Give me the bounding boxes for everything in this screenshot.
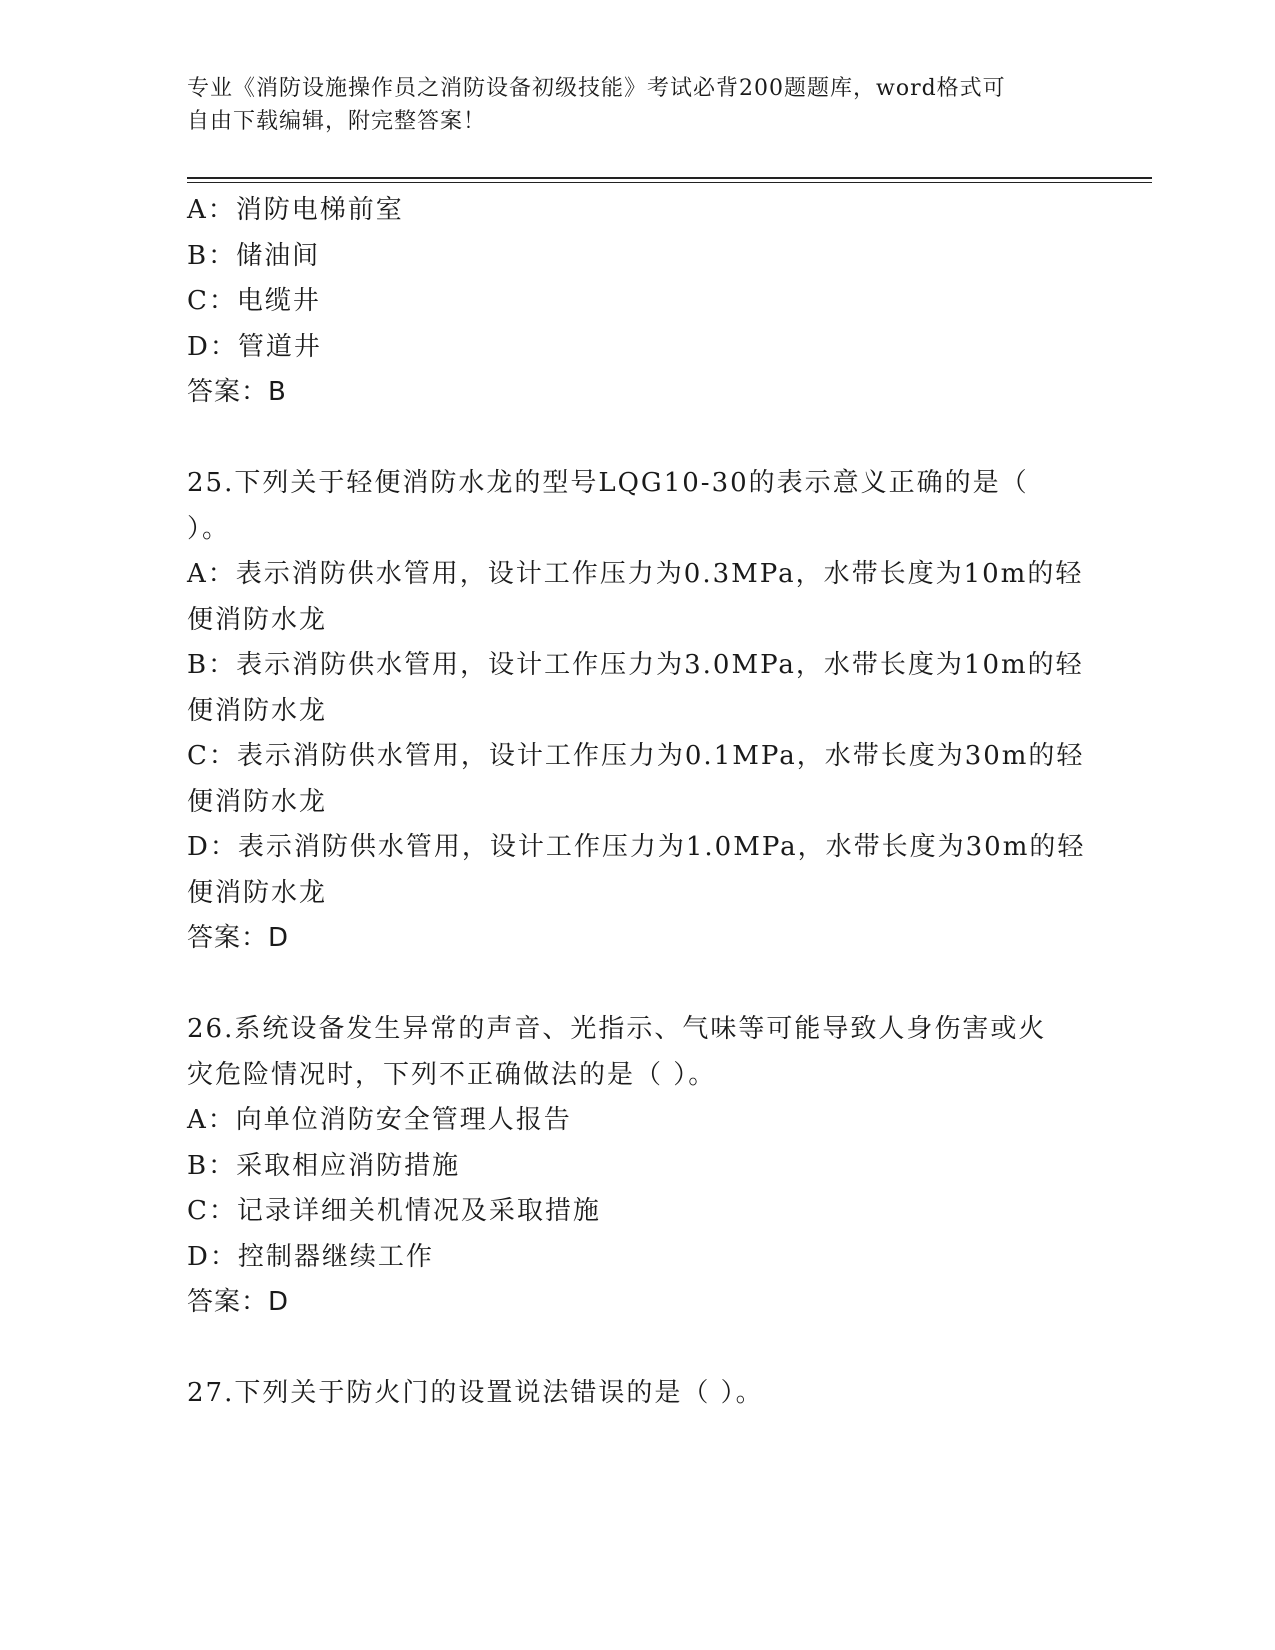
q24-option-a: A：消防电梯前室: [187, 195, 404, 225]
q25-stem-line-1: 25.下列关于轻便消防水龙的型号LQG10-30的表示意义正确的是（: [187, 468, 1029, 498]
q24-answer: 答案：B: [187, 377, 287, 407]
q25-option-d-line-2: 便消防水龙: [187, 877, 328, 908]
q26-option-c: C：记录详细关机情况及采取措施: [187, 1196, 601, 1226]
spacer: [187, 416, 1087, 462]
q26-option-a: A：向单位消防安全管理人报告: [187, 1105, 572, 1135]
q25-option-c-line-1: C：表示消防供水管用，设计工作压力为0.1MPa，水带长度为30m的轻: [187, 741, 1085, 771]
q25-answer: 答案：D: [187, 923, 290, 953]
q25-option-a-line-1: A：表示消防供水管用，设计工作压力为0.3MPa，水带长度为10m的轻: [187, 559, 1084, 589]
q24-option-b: B：储油间: [187, 240, 321, 271]
header-line-1: 专业《消防设施操作员之消防设备初级技能》考试必背200题题库，word格式可: [187, 76, 1006, 101]
q24-option-c: C：电缆井: [187, 286, 321, 316]
q26-option-b: B：采取相应消防措施: [187, 1150, 461, 1181]
question-content: [187, 188, 1087, 1417]
q26-stem-line-2: 灾危险情况时，下列不正确做法的是（ ）。: [187, 1059, 717, 1090]
spacer: [187, 962, 1087, 1008]
q24-option-d: D：管道井: [187, 331, 322, 362]
q26-stem-line-1: 26.系统设备发生异常的声音、光指示、气味等可能导致人身伤害或火: [187, 1014, 1047, 1044]
q25-option-b-line-2: 便消防水龙: [187, 695, 328, 726]
spacer: [187, 1326, 1087, 1372]
q25-option-b-line-1: B：表示消防供水管用，设计工作压力为3.0MPa，水带长度为10m的轻: [187, 650, 1084, 680]
q26-answer: 答案：D: [187, 1287, 290, 1317]
q25-option-d-line-1: D：表示消防供水管用，设计工作压力为1.0MPa，水带长度为30m的轻: [187, 832, 1086, 862]
q27-stem-line-1: 27.下列关于防火门的设置说法错误的是（ ）。: [187, 1378, 764, 1408]
header-divider-thin: [187, 182, 1152, 183]
q25-stem-line-2: ）。: [187, 513, 231, 544]
q26-option-d: D：控制器继续工作: [187, 1241, 434, 1272]
q25-option-c-line-2: 便消防水龙: [187, 786, 328, 817]
header-divider-thick: [187, 177, 1152, 179]
q25-option-a-line-2: 便消防水龙: [187, 604, 328, 635]
document-header: [187, 72, 1087, 138]
header-line-2: 自由下载编辑，附完整答案！: [187, 109, 487, 134]
